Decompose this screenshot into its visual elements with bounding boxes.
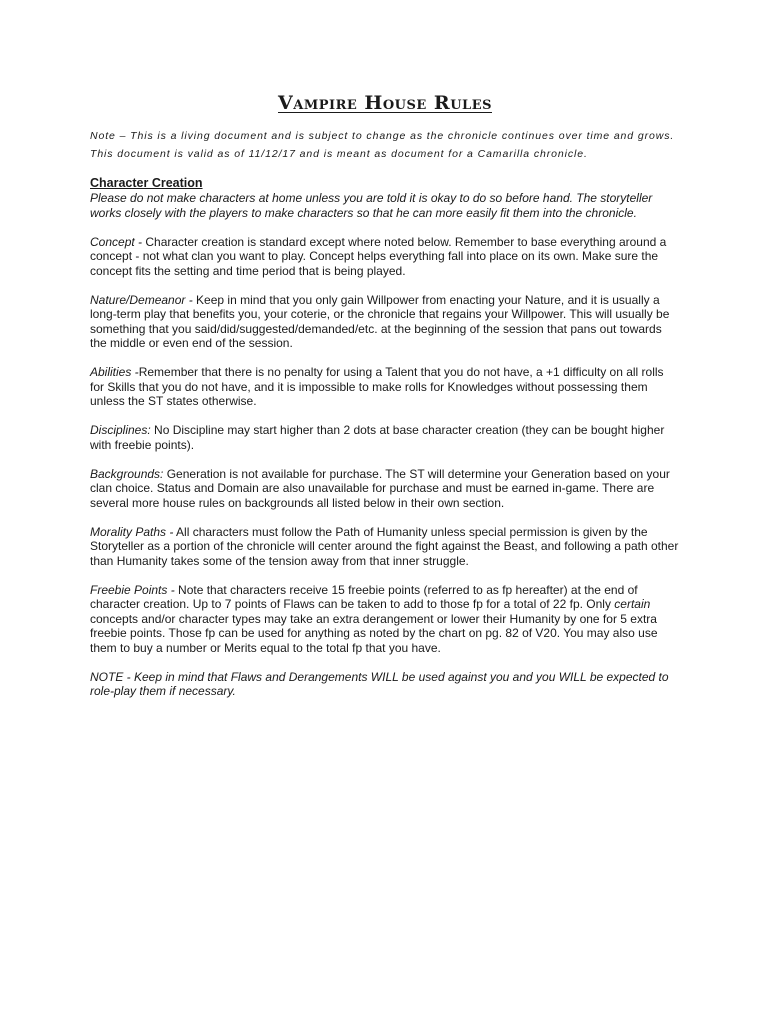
concept-paragraph [90,235,680,279]
section-heading-character-creation: Character Creation [90,176,203,190]
disciplines-text: No Discipline may start higher than 2 dots at base character creation (they can be bought higher with freebie points). [90,423,665,452]
nature-paragraph [90,293,680,351]
document-note: Note – This is a living document and is subject to change as the chronicle continues over time and grows. This document is valid as of 11/12/17 and is meant as document for a Camarilla chronicle. [90,130,675,160]
concept-text: Character creation is standard except where noted below. Remember to base everything around a concept - not what clan you want to play. Concept helps everything fall into place on its own. Make sure the concept fits the setting and time period that is being played. [90,234,667,278]
concept-label: Concept - [90,234,143,249]
freebie-paragraph [90,583,680,656]
freebie-text-b: concepts and/or character types may take an extra derangement or lower their Humanity by one for 5 extra freebie points. Those fp can be used for anything as noted by the chart on pg. 82 of V20. You may also use them to buy a number or Merits equal to the total fp that you have. [90,611,658,655]
freebie-text-a: Note that characters receive 15 freebie points (referred to as fp hereafter) at the end of character creation. Up to 7 points of Flaws can be taken to add to those fp for a total of 22 fp. Only [90,582,638,611]
nature-text: Keep in mind that you only gain Willpower from enacting your Nature, and it is usually a long-term play that benefits you, your coterie, or the chronicle that regains your Willpower. This will usually be something that you said/did/suggested/demanded/etc. at the beginning of the session that pans out towards the middle or even end of the session. [90,292,670,350]
abilities-text: Remember that there is no penalty for using a Talent that you do not have, a +1 difficulty on all rolls for Skills that you do not have, and it is impossible to make rolls for Knowledges without possessing them unless the ST states otherwise. [90,365,664,408]
document-title: Vampire House Rules [278,92,492,114]
disciplines-paragraph [90,423,680,452]
backgrounds-paragraph [90,467,680,511]
document-content [90,92,680,713]
backgrounds-text: Generation is not available for purchase. The ST will determine your Generation based on your clan choice. Status and Domain are also unavailable for purchase and must be earned in-game. There are several more house rules on backgrounds all listed below in their own section. [90,466,670,510]
abilities-paragraph [90,365,680,409]
disciplines-label: Disciplines: [90,423,151,437]
morality-text: All characters must follow the Path of Humanity unless special permission is given by the Storyteller as a portion of the chronicle will center around the fight against the Beast, and following a path other than Humanity takes some of the tension away from that inner struggle. [90,524,679,568]
morality-label: Morality Paths - [90,524,174,539]
backgrounds-label: Backgrounds: [90,466,164,481]
intro-paragraph: Please do not make characters at home unless you are told it is okay to do so before hand. The storyteller works closely with the players to make characters so that he can more easily fit them into the chronicle. [90,191,653,220]
nature-label: Nature/Demeanor - [90,292,193,307]
abilities-label: Abilities - [90,365,139,379]
final-note: NOTE - Keep in mind that Flaws and Derangements WILL be used against you and you WILL be expected to role-play them if necessary. [90,669,669,698]
morality-paragraph [90,525,680,569]
freebie-label: Freebie Points - [90,582,175,597]
freebie-emphasis: certain [614,597,651,611]
